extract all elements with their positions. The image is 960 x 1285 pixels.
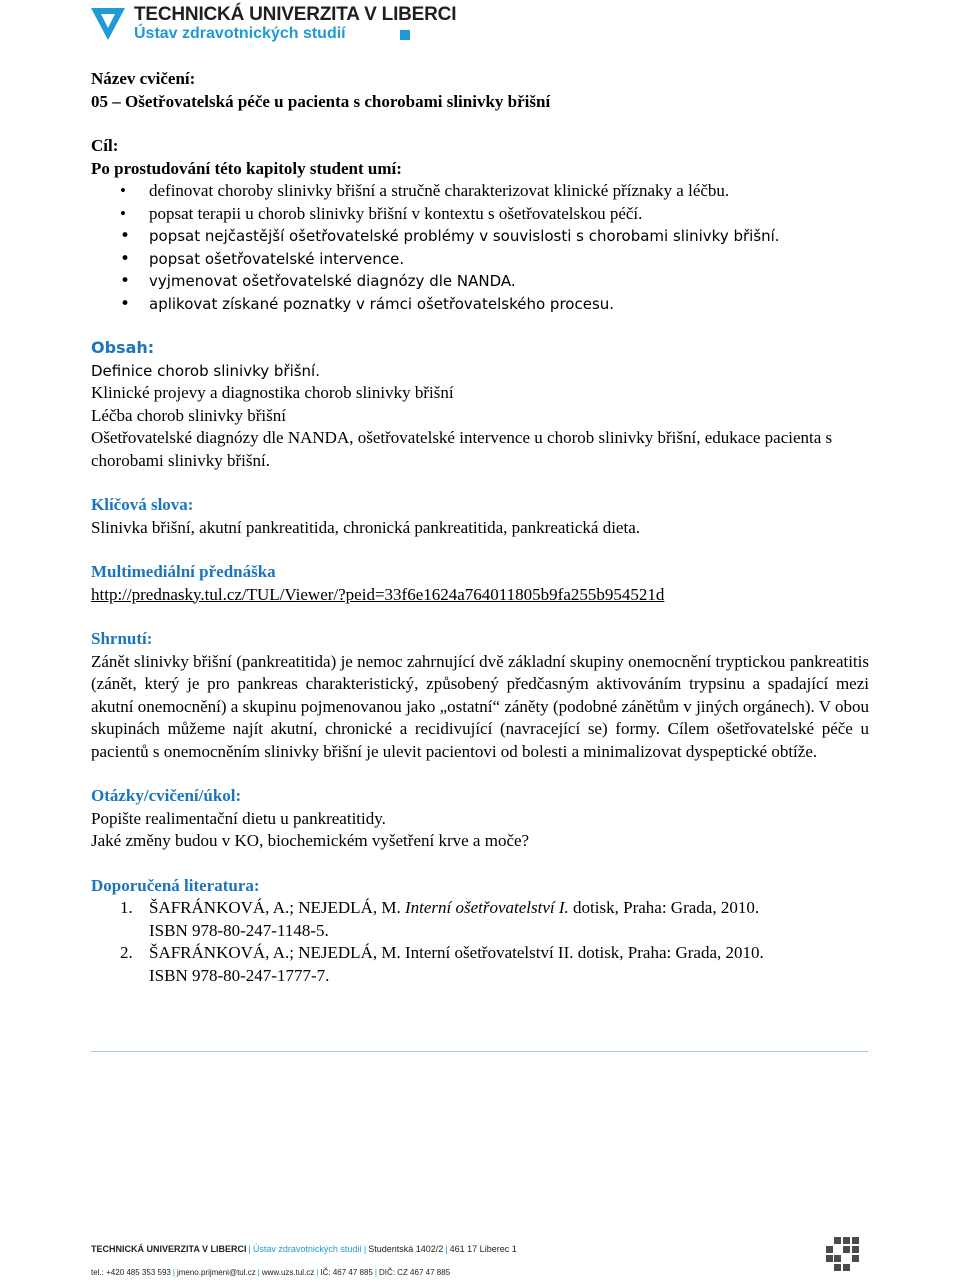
list-item: • popsat nejčastější ošetřovatelské problémy v souvislosti s chorobami slinivky břišní. <box>91 225 869 248</box>
list-item: • popsat ošetřovatelské intervence. <box>91 248 869 271</box>
goal-intro: Po prostudování této kapitoly student umí: <box>91 158 402 178</box>
literature-item: 2. ŠAFRÁNKOVÁ, A.; NEJEDLÁ, M. Interní ošetřovatelství II. dotisk, Praha: Grada, 2010. ISBN 978-80-247-1777-7. <box>120 943 764 985</box>
footer-divider <box>91 1051 868 1052</box>
pixel-logo-icon <box>826 1237 860 1273</box>
keywords-label: Klíčová slova: <box>91 495 194 514</box>
footer-line-1: TECHNICKÁ UNIVERZITA V LIBERCI | Ústav zdravotnických studií | Studentská 1402/2 | 461 17 Liberec 1 <box>91 1244 517 1254</box>
institute-name: Ústav zdravotnických studií <box>134 25 346 42</box>
literature-list <box>91 897 869 987</box>
goal-list <box>91 180 869 315</box>
document-body <box>91 68 869 987</box>
keywords: Slinivka břišní, akutní pankreatitida, chronická pankreatitida, pankreatická dieta. <box>91 517 640 537</box>
university-logo-icon <box>88 4 128 44</box>
questions-label: Otázky/cvičení/úkol: <box>91 786 242 805</box>
list-item: • popsat terapii u chorob slinivky břišní v kontextu s ošetřovatelskou péčí. <box>91 203 869 226</box>
content-item: Definice chorob slinivky břišní. <box>91 361 320 380</box>
exercise-title: 05 – Ošetřovatelská péče u pacienta s chorobami slinivky břišní <box>91 91 551 111</box>
content-item: Klinické projevy a diagnostika chorob slinivky břišní <box>91 383 454 402</box>
university-name: TECHNICKÁ UNIVERZITA V LIBERCI <box>134 4 457 25</box>
page-footer <box>91 1237 791 1285</box>
footer-line-2: tel.: +420 485 353 593 | jmeno.prijmeni@tul.cz | www.uzs.tul.cz | IČ: 467 47 885 | DIČ: CZ 467 47 885 <box>91 1268 451 1277</box>
list-item: • definovat choroby slinivky břišní a stručně charakterizovat klinické příznaky a léčbu. <box>91 180 869 203</box>
book-title: Interní ošetřovatelství II. <box>404 943 574 962</box>
content-item: Léčba chorob slinivky břišní <box>91 405 286 425</box>
footer-email: jmeno.prijmeni@tul.cz <box>176 1268 256 1277</box>
lecture-label: Multimediální přednáška <box>91 562 276 581</box>
literature-item: 1. ŠAFRÁNKOVÁ, A.; NEJEDLÁ, M. Interní ošetřovatelství I. dotisk, Praha: Grada, 2010. ISBN 978-80-247-1148-5. <box>120 898 760 940</box>
summary-text: Zánět slinivky břišní (pankreatitida) je nemoc zahrnující dvě základní skupiny onemocnění tryptickou pankreatitis (zánět, který je pro pankreas charakteristický, způsobený předčasným aktivováním trypsinu a spadající mezi akutní onemocnění) a skupinu pojmenovanou jako „ostatní“ záněty (podobné zánětům v jiných orgánech). V obou skupinách můžeme najít akutní, chronické a recidivující (navracející se) formy. Cílem ošetřovatelské péče u pacientů s onemocněním slinivky břišní je ulevit pacientovi od bolesti a minimalizovat dyspeptické obtíže. <box>91 651 869 761</box>
lecture-link[interactable]: http://prednasky.tul.cz/TUL/Viewer/?peid=33f6e1624a764011805b9fa255b954521d <box>91 584 665 604</box>
title-label: Název cvičení: <box>91 69 196 88</box>
content-item: Ošetřovatelské diagnózy dle NANDA, ošetřovatelské intervence u chorob slinivky břišní, edukace pacienta s chorobami slinivky břišní. <box>91 428 833 470</box>
literature-label: Doporučená literatura: <box>91 875 260 895</box>
book-title: Interní ošetřovatelství I. <box>404 898 569 917</box>
summary-label: Shrnutí: <box>91 629 153 648</box>
list-item: • vyjmenovat ošetřovatelské diagnózy dle NANDA. <box>91 270 869 293</box>
goal-label: Cíl: <box>91 136 119 155</box>
logo-square-icon <box>400 30 410 40</box>
list-item: • aplikovat získané poznatky v rámci ošetřovatelského procesu. <box>91 293 869 316</box>
content-label: Obsah: <box>91 338 155 357</box>
question-item: Jaké změny budou v KO, biochemickém vyšetření krve a moče? <box>91 831 530 850</box>
question-item: Popište realimentační dietu u pankreatitidy. <box>91 808 386 828</box>
footer-web: www.uzs.tul.cz <box>261 1268 315 1277</box>
